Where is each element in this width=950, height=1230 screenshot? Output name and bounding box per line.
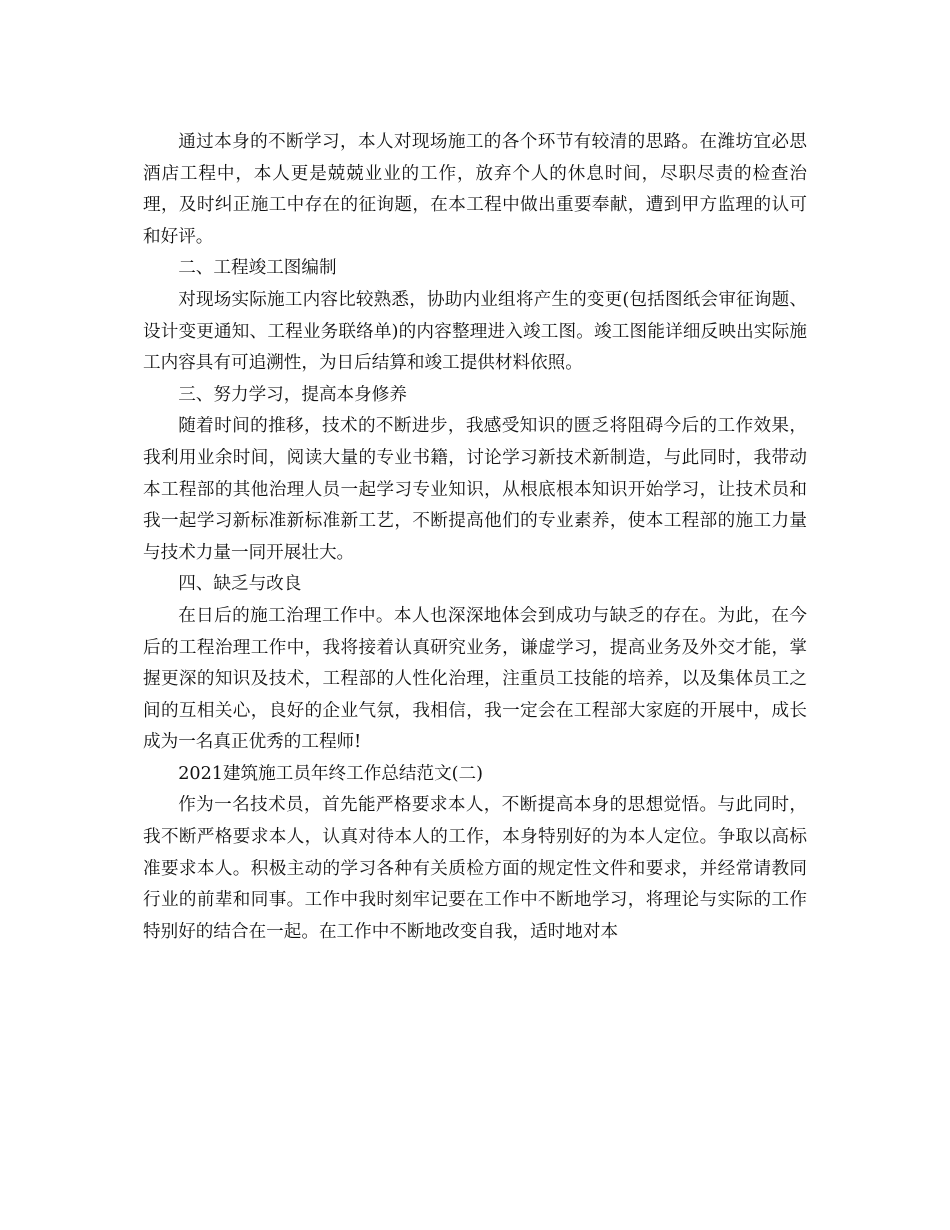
paragraph-body: 随着时间的推移，技术的不断进步，我感受知识的匮乏将阻碍今后的工作效果，我利用业余时间，阅读大量的专业书籍，讨论学习新技术新制造，与此同时，我带动本工程部的其他治理人员一起学习专业知识，从根底根本知识开始学习，让技术员和我一起学习新标准新标准新工艺，不断提高他们的专业素养，使本工程部的施工力量与技术力量一同开展壮大。: [143, 416, 807, 563]
article-title: 2021建筑施工员年终工作总结范文(二): [178, 763, 484, 784]
paragraph-body: 对现场实际施工内容比较熟悉，协助内业组将产生的变更(包括图纸会审征询题、设计变更通知、工程业务联络单)的内容整理进入竣工图。竣工图能详细反映出实际施工内容具有可追溯性，为日后结算和竣工提供材料依照。: [143, 289, 807, 374]
paragraph-body: 通过本身的不断学习，本人对现场施工的各个环节有较清的思路。在潍坊宜必思酒店工程中，本人更是兢兢业业的工作，放弃个人的休息时间，尽职尽责的检查治理，及时纠正施工中存在的征询题，在本工程中做出重要奉献，遭到甲方监理的认可和好评。: [143, 132, 807, 247]
section-heading-completion-drawings: 二、工程竣工图编制: [178, 258, 337, 279]
section-heading-shortcomings: 四、缺乏与改良: [178, 574, 302, 595]
paragraph-body: 在日后的施工治理工作中。本人也深深地体会到成功与缺乏的存在。为此，在今后的工程治理工作中，我将接着认真研究业务，谦虚学习，提高业务及外交才能，掌握更深的知识及技术，工程部的人性化治理，注重员工技能的培养，以及集体员工之间的互相关心，良好的企业气氛，我相信，我一定会在工程部大家庭的开展中，成长成为一名真正优秀的工程师!: [143, 605, 807, 753]
section-heading-study: 三、努力学习，提高本身修养: [178, 384, 407, 405]
paragraph-body: 作为一名技术员，首先能严格要求本人，不断提高本身的思想觉悟。与此同时，我不断严格要求本人，认真对待本人的工作，本身特别好的为本人定位。争取以高标准要求本人。积极主动的学习各种有关质检方面的规定性文件和要求，并经常请教同行业的前辈和同事。工作中我时刻牢记要在工作中不断地学习，将理论与实际的工作特别好的结合在一起。在工作中不断地改变自我，适时地对本: [143, 795, 807, 942]
document-body: [143, 127, 807, 948]
